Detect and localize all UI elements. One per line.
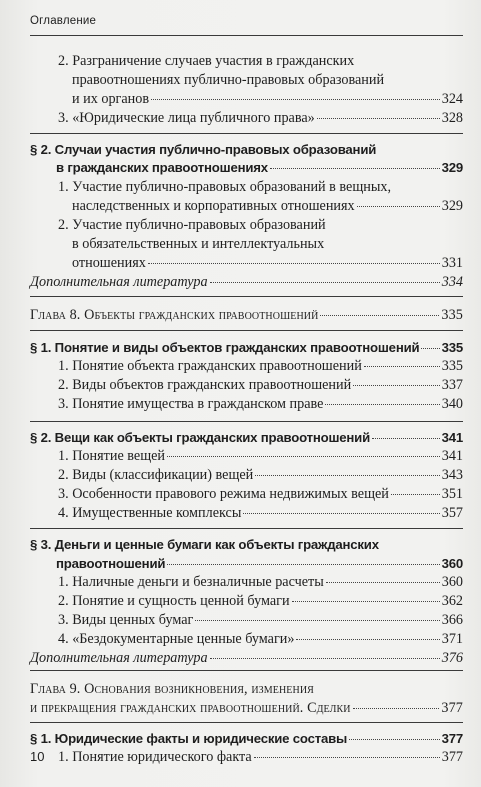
dot-leader [210,282,440,283]
toc-item: 2. Участие публично-правовых образований [58,217,326,233]
toc-item: 1. Понятие юридического факта 377 [58,749,463,765]
page-ref: 362 [441,593,463,609]
toc-section: § 1. Понятие и виды объектов гражданских правоотношений 335 [30,340,463,355]
dot-leader [195,620,439,621]
toc-literature: Дополнительная литература 376 [30,650,463,666]
dot-leader [349,739,440,740]
page-ref: 377 [441,700,463,716]
page-ref: 334 [441,274,463,290]
toc-item: 1. Наличные деньги и безналичные расчеты 360 [58,574,463,590]
page-ref: 377 [441,749,463,765]
page-number: 10 [30,749,45,764]
toc-item: 2. Понятие и сущность ценной бумаги 362 [58,593,463,609]
dot-leader [167,456,440,457]
header-rule [30,35,463,36]
page-ref: 351 [441,486,463,502]
page-ref: 376 [441,650,463,666]
toc-section: § 2. Вещи как объекты гражданских правоотношений 341 [30,430,463,445]
dot-leader [357,206,440,207]
page-ref: 331 [441,255,463,271]
section-divider [30,670,463,671]
section-divider [30,528,463,529]
toc-item: 2. Разграничение случаев участия в гражданских [58,53,355,69]
page-ref: 328 [441,110,463,126]
toc-section-continuation: в гражданских правоотношениях 329 [56,160,463,175]
toc-item: 1. Участие публично-правовых образований в вещных, [58,179,392,195]
dot-leader [326,582,440,583]
toc-section: § 2. Случаи участия публично-правовых образований [30,142,377,157]
page-ref: 366 [441,612,463,628]
toc-item-continuation: наследственных и корпоративных отношениях 329 [72,198,463,214]
toc-item: 3. «Юридические лица публичного права» 328 [58,110,463,126]
page-ref: 337 [441,377,463,393]
dot-leader [270,168,440,169]
dot-leader [391,494,440,495]
section-divider [30,133,463,134]
page-ref: 360 [441,556,463,571]
toc-item-continuation: в обязательственных и интеллектуальных [72,236,325,252]
dot-leader [372,438,440,439]
dot-leader [254,757,440,758]
toc-item: 1. Понятие вещей 341 [58,448,463,464]
toc-item: 4. Имущественные комплексы 357 [58,505,463,521]
dot-leader [255,475,439,476]
toc-item: 4. «Бездокументарные ценные бумаги» 371 [58,631,463,647]
toc-item-continuation: правоотношениях публично-правовых образований [72,72,385,88]
toc-section: § 3. Деньги и ценные бумаги как объекты гражданских [30,537,379,552]
page-ref: 335 [441,307,463,323]
toc-chapter: Глава 8. Объекты гражданских правоотношений 335 [30,307,463,323]
dot-leader [167,564,439,565]
page-ref: 335 [441,358,463,374]
page-ref: 343 [441,467,463,483]
section-divider [30,330,463,331]
toc-literature: Дополнительная литература 334 [30,274,463,290]
page-ref: 357 [441,505,463,521]
toc-section-continuation: правоотношений 360 [56,556,463,571]
dot-leader [292,601,440,602]
page-ref: 329 [441,160,463,175]
page-ref: 324 [441,91,463,107]
dot-leader [353,708,440,709]
dot-leader [421,348,439,349]
page-ref: 360 [441,574,463,590]
section-divider [30,296,463,297]
toc-item: 3. Понятие имущества в гражданском праве 340 [58,396,463,412]
toc-chapter-continuation: и прекращения гражданских правоотношений. Сделки 377 [30,700,463,716]
toc-chapter: Глава 9. Основания возникновения, изменения [30,681,314,697]
dot-leader [325,404,439,405]
page-ref: 341 [441,430,463,445]
toc-item: 1. Понятие объекта гражданских правоотношений 335 [58,358,463,374]
toc-item: 3. Виды ценных бумаг 366 [58,612,463,628]
page-ref: 377 [441,731,463,746]
section-divider [30,421,463,422]
dot-leader [151,99,440,100]
toc-item-continuation: отношениях 331 [72,255,463,271]
dot-leader [148,263,440,264]
dot-leader [296,639,439,640]
running-header: Оглавление [30,15,97,27]
section-divider [30,722,463,723]
dot-leader [320,315,439,316]
toc-section: § 1. Юридические факты и юридические составы 377 [30,731,463,746]
page-ref: 371 [441,631,463,647]
toc-item: 2. Виды объектов гражданских правоотношений 337 [58,377,463,393]
page-ref: 329 [441,198,463,214]
dot-leader [353,385,440,386]
toc-item: 2. Виды (классификации) вещей 343 [58,467,463,483]
dot-leader [243,513,439,514]
page-ref: 341 [441,448,463,464]
toc-item: 3. Особенности правового режима недвижимых вещей 351 [58,486,463,502]
page-ref: 340 [441,396,463,412]
toc-item-continuation: и их органов 324 [72,91,463,107]
dot-leader [317,118,440,119]
dot-leader [364,366,440,367]
page-ref: 335 [441,340,463,355]
dot-leader [210,658,440,659]
